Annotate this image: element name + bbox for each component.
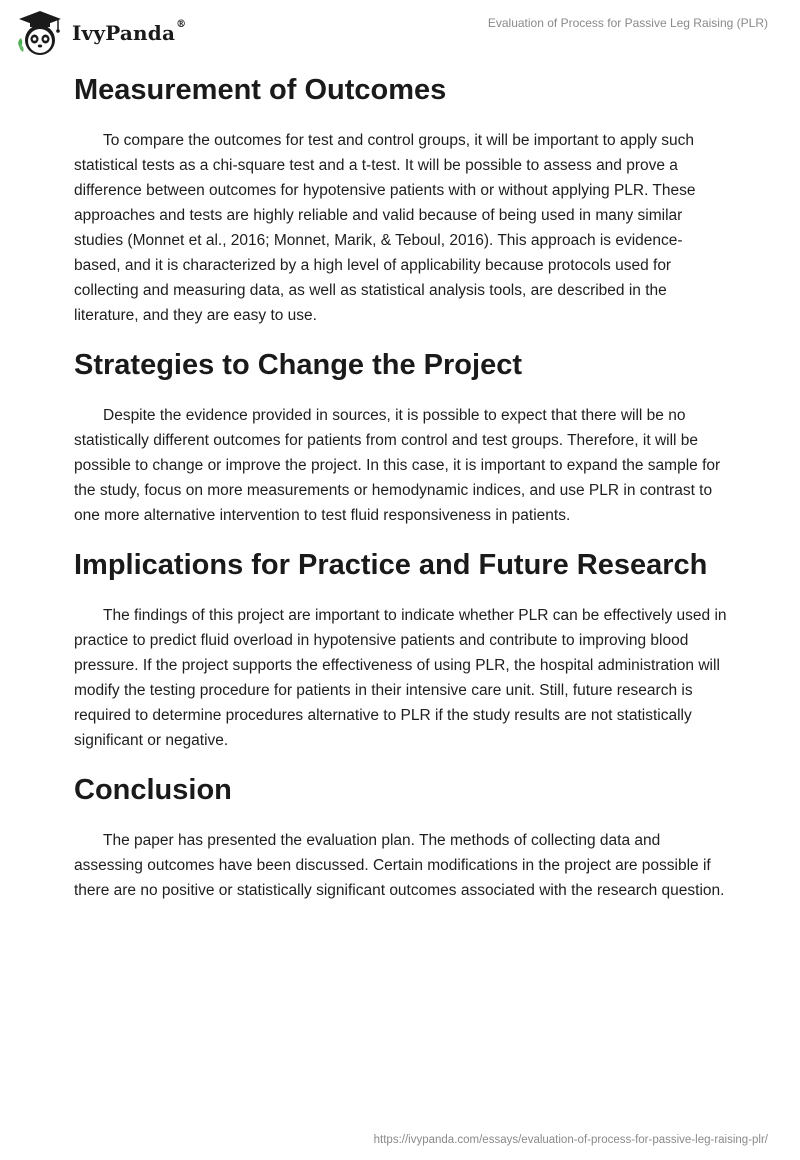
page-header (0, 0, 800, 64)
section-heading: Strategies to Change the Project (74, 349, 522, 381)
brand-logo[interactable] (14, 8, 186, 58)
source-url-link[interactable]: https://ivypanda.com/essays/evaluation-of-process-for-passive-leg-raising-plr/ (373, 1134, 768, 1146)
section-heading: Measurement of Outcomes (74, 74, 447, 106)
section-paragraph: Despite the evidence provided in sources, it is possible to expect that there will be no statistically different outcomes for patients from control and test groups. Therefore, it will be possible to change or improve the project. In this case, it is important to expand the sample for the study, focus on more measurements or hemodynamic indices, and use PLR in contrast to one more alternative intervention to test fluid responsiveness in patients. (74, 407, 721, 524)
section-paragraph: The findings of this project are important to indicate whether PLR can be effectively used in practice to predict fluid overload in hypotensive patients and contribute to improving blood pressure. If the project supports the effectiveness of using PLR, the hospital administration will modify the testing procedure for patients in their intensive care unit. Still, future research is required to determine procedures alternative to PLR if the study results are not statistically significant or negative. (74, 607, 727, 749)
section-paragraph: The paper has presented the evaluation plan. The methods of collecting data and assessing outcomes have been discussed. Certain modifications in the project are possible if there are no positive or statistically significant outcomes associated with the research question. (74, 832, 725, 899)
section-implications (74, 545, 728, 753)
brand-name: IvyPanda® (72, 19, 187, 45)
section-heading: Conclusion (74, 774, 232, 806)
section-conclusion (74, 770, 728, 903)
section-heading: Implications for Practice and Future Research (74, 549, 708, 581)
section-measurement-of-outcomes (74, 70, 728, 328)
section-paragraph: To compare the outcomes for test and control groups, it will be important to apply such statistical tests as a chi-square test and a t-test. It will be possible to assess and prove a difference between outcomes for hypotensive patients with or without applying PLR. These approaches and tests are highly reliable and valid because of being used in many similar studies (Monnet et al., 2016; Monnet, Marik, & Teboul, 2016). This approach is evidence-based, and it is characterized by a high level of applicability because protocols used for collecting and measuring data, as well as statistical analysis tools, are described in the literature, and they are easy to use. (74, 132, 696, 324)
panda-logo-icon (14, 8, 66, 58)
section-strategies-to-change (74, 345, 728, 528)
essay-body (74, 70, 728, 920)
document-title: Evaluation of Process for Passive Leg Raising (PLR) (487, 16, 768, 30)
